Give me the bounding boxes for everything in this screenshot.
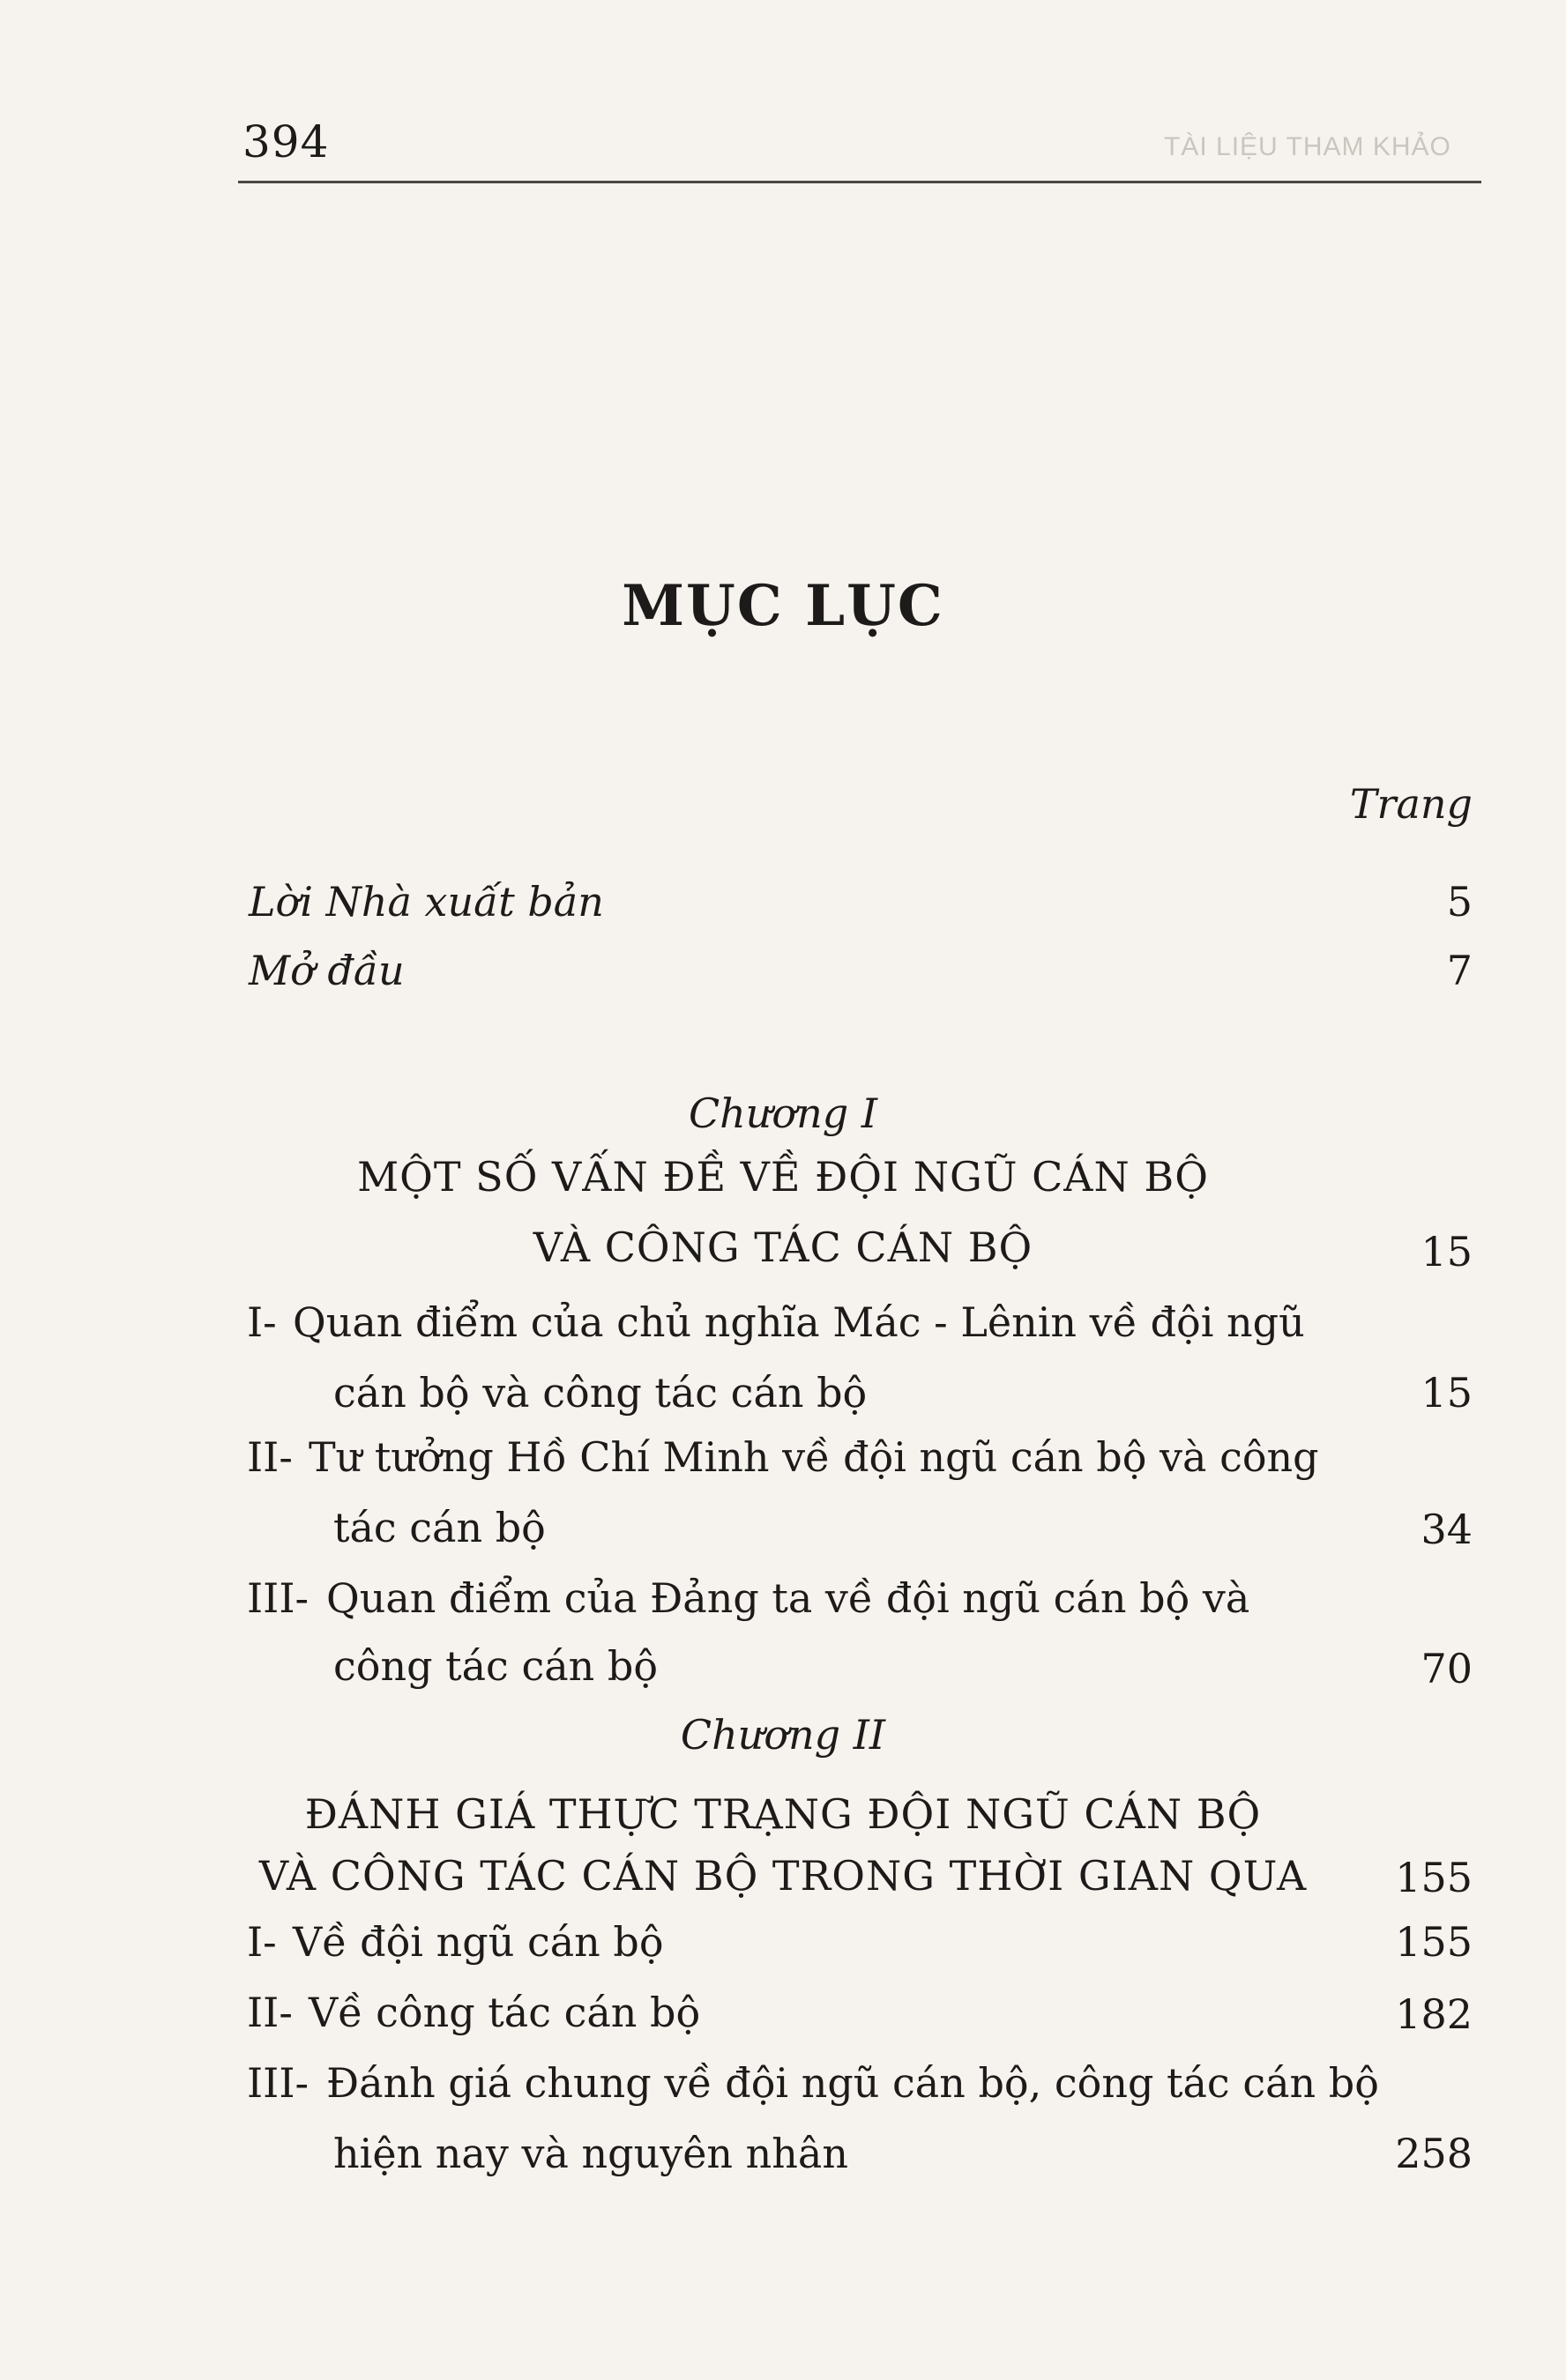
chapter-1-section-1-prefix: I- <box>247 1298 277 1346</box>
chapter-2-section-3-page: 258 <box>1395 2130 1473 2177</box>
chapter-1-title-line1[interactable]: MỘT SỐ VẤN ĐỀ VỀ ĐỘI NGŨ CÁN BỘ <box>357 1153 1209 1201</box>
chapter-1-section-2-prefix: II- <box>247 1433 293 1481</box>
chapter-2-section-1-prefix: I- <box>247 1918 277 1966</box>
chapter-1-section-2-line2[interactable]: tác cán bộ <box>333 1504 546 1551</box>
chapter-2-section-1-page: 155 <box>1395 1918 1473 1966</box>
running-title: TÀI LIỆU THAM KHẢO <box>1164 132 1451 161</box>
toc-entry-preface[interactable]: Lời Nhà xuất bản <box>249 878 604 926</box>
chapter-2-label: Chương II <box>680 1711 886 1759</box>
chapter-1-section-1-line1[interactable]: Quan điểm của chủ nghĩa Mác - Lênin về đội ngũ <box>293 1298 1305 1346</box>
chapter-2-page: 155 <box>1395 1854 1473 1901</box>
page-title: MỤC LỤC <box>622 573 944 639</box>
toc-entry-introduction-page: 7 <box>1446 947 1473 994</box>
chapter-1-section-2-line1[interactable]: Tư tưởng Hồ Chí Minh về đội ngũ cán bộ và công <box>309 1433 1319 1481</box>
chapter-1-section-1-page: 15 <box>1421 1369 1473 1417</box>
chapter-2-section-3-prefix: III- <box>247 2059 309 2107</box>
chapter-1-section-3-prefix: III- <box>247 1574 309 1622</box>
chapter-2-title-line2[interactable]: VÀ CÔNG TÁC CÁN BỘ TRONG THỜI GIAN QUA <box>258 1852 1308 1900</box>
chapter-2-section-3-line2[interactable]: hiện nay và nguyên nhân <box>333 2130 848 2177</box>
chapter-2-section-2-line1[interactable]: Về công tác cán bộ <box>309 1989 701 2036</box>
chapter-1-label: Chương I <box>688 1090 877 1137</box>
chapter-1-section-3-line2[interactable]: công tác cán bộ <box>333 1642 659 1690</box>
page-column-label: Trang <box>1349 780 1473 828</box>
chapter-1-section-3-line1[interactable]: Quan điểm của Đảng ta về đội ngũ cán bộ và <box>326 1574 1250 1622</box>
chapter-1-section-2-page: 34 <box>1421 1506 1473 1553</box>
chapter-2-section-1-line1[interactable]: Về đội ngũ cán bộ <box>293 1918 664 1966</box>
page-number: 394 <box>242 116 330 167</box>
chapter-1-section-3-page: 70 <box>1421 1645 1473 1692</box>
chapter-2-title-line1[interactable]: ĐÁNH GIÁ THỰC TRẠNG ĐỘI NGŨ CÁN BỘ <box>304 1790 1262 1838</box>
chapter-2-section-2-page: 182 <box>1395 1990 1473 2038</box>
chapter-2-section-2-prefix: II- <box>247 1989 293 2036</box>
chapter-1-section-1-line2[interactable]: cán bộ và công tác cán bộ <box>333 1369 868 1417</box>
header-divider <box>238 181 1481 183</box>
chapter-2-section-3-line1[interactable]: Đánh giá chung về đội ngũ cán bộ, công tác cán bộ <box>326 2059 1379 2107</box>
chapter-1-title-line2[interactable]: VÀ CÔNG TÁC CÁN BỘ <box>533 1223 1033 1271</box>
toc-entry-introduction[interactable]: Mở đầu <box>249 947 405 994</box>
chapter-1-page: 15 <box>1421 1228 1473 1276</box>
toc-entry-preface-page: 5 <box>1446 878 1473 926</box>
